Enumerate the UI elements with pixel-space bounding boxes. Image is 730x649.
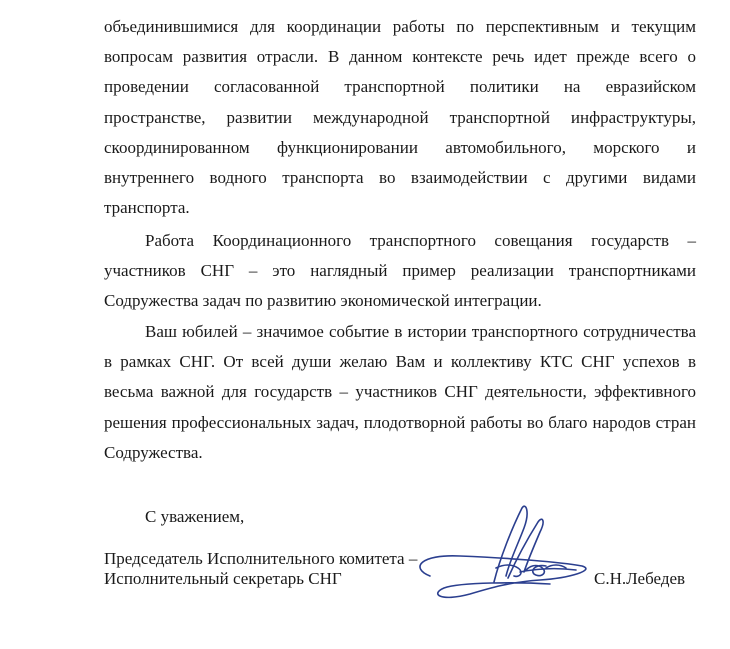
signatory-title [104, 549, 417, 589]
signatory-title-line-1: Председатель Исполнительного комитета – [104, 549, 418, 568]
closing-salutation: С уважением, [145, 507, 245, 526]
signatory-name: С.Н.Лебедев [594, 569, 686, 588]
signatory-title-line-2: Исполнительный секретарь СНГ [104, 569, 342, 588]
letter-paragraph-3: Ваш юбилей – значимое событие в истории транспортного сотрудничества в рамках СНГ. От всей души желаю Вам и коллективу КТС СНГ успехов в весьма важной для государств – участников СНГ деятельности, эффективного решения профессиональных задач, плодотворной работы во благо народов стран Содружества. [104, 322, 696, 462]
handwritten-signature [400, 498, 600, 618]
letter-paragraph-2: Работа Координационного транспортного совещания государств – участников СНГ – это наглядный пример реализации транспортниками Содружества задач по развитию экономической интеграции. [104, 231, 696, 311]
letter-paragraph-1: объединившимися для координации работы по перспективным и текущим вопросам развития отрасли. В данном контексте речь идет прежде всего о проведении согласованной транспортной политики на евразийском пространстве, развитии международной транспортной инфраструктуры, скоординированном функционировании автомобильного, морского и внутреннего водного транспорта во взаимодействии с другими видами транспорта. [104, 17, 696, 218]
